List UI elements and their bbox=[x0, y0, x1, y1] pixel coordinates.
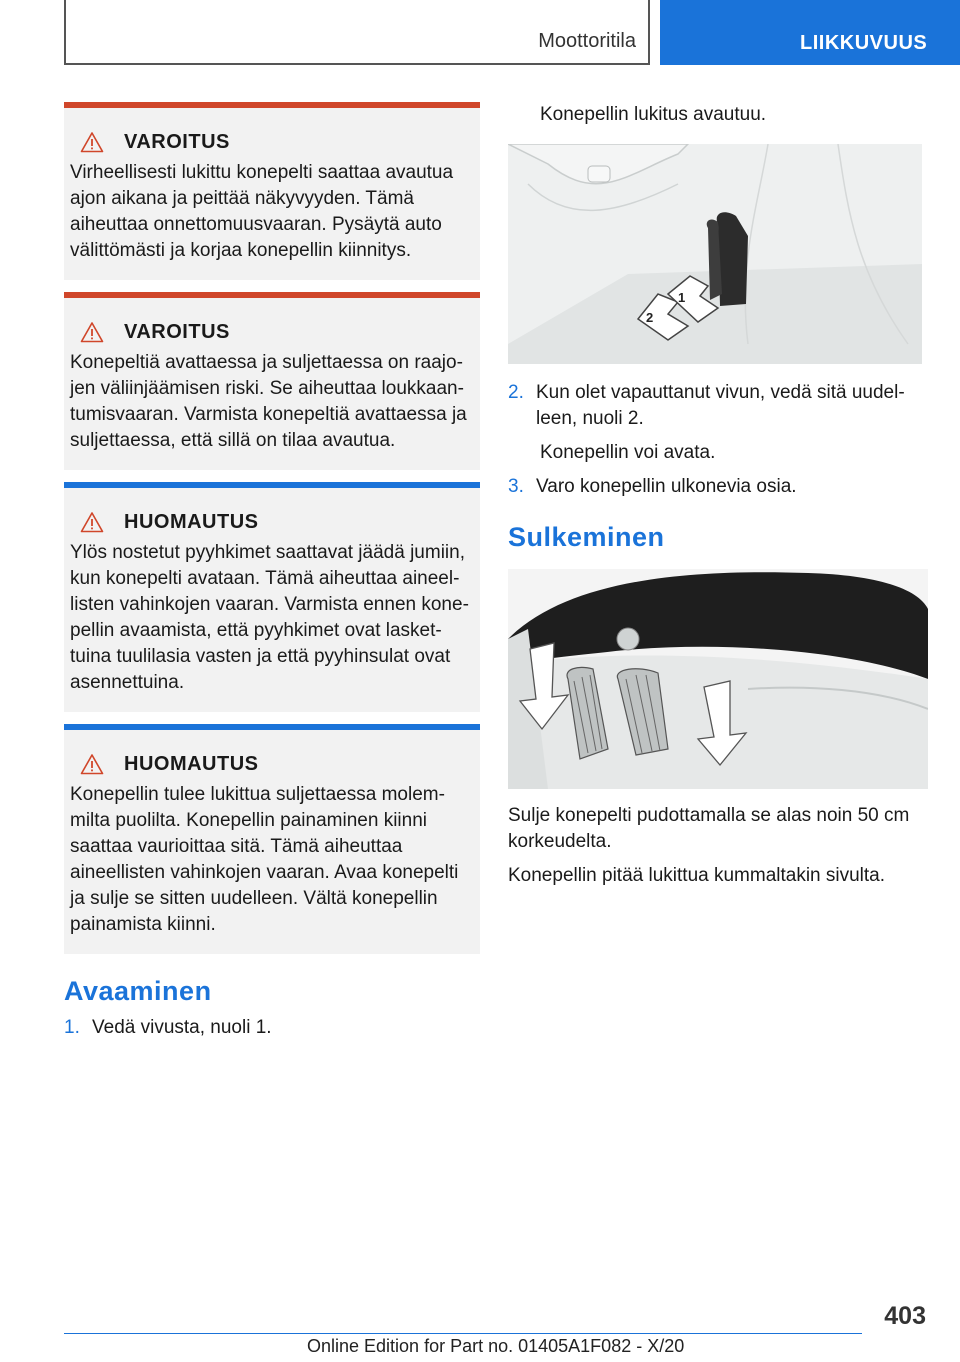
header-section-box bbox=[64, 0, 650, 65]
notice-box-2 bbox=[64, 724, 480, 954]
warning-box-1 bbox=[64, 102, 480, 280]
header-chapter-tab bbox=[660, 0, 960, 65]
warning-text: Konepeltiä avattaessa ja suljettaessa on raajojen väliinjäämisen riski. Se aiheuttaa loukkaantumisvaaran. Varmista konepeltiä avattaessa ja suljettaessa, että sillä on tilaa avautua. bbox=[70, 352, 467, 451]
step-number: 1. bbox=[64, 1017, 80, 1038]
step-1 bbox=[64, 1015, 480, 1041]
notice-title: HUOMAUTUS bbox=[124, 752, 259, 775]
warning-box-2 bbox=[64, 292, 480, 470]
hood-closing-illustration bbox=[508, 569, 928, 789]
footer-edition-text: Online Edition for Part no. 01405A1F082 - X/20 bbox=[307, 1336, 685, 1356]
warning-triangle-icon bbox=[80, 321, 104, 343]
right-column bbox=[508, 102, 928, 889]
closing-paragraph-2: Konepellin pitää lukittua kummaltakin sivulta. bbox=[508, 865, 886, 886]
step-1-result: Konepellin lukitus avautuu. bbox=[540, 104, 767, 125]
step-number: 2. bbox=[508, 382, 524, 403]
notice-box-1 bbox=[64, 482, 480, 712]
step-text: Varo konepellin ulkonevia osia. bbox=[536, 476, 797, 497]
hood-closing-figure bbox=[508, 569, 928, 789]
notice-text: Ylös nostetut pyyhkimet saattavat jäädä jumiin, kun konepelti avataan. Tämä aiheuttaa aineellisten vahinkojen vaaran. Varmista ennen konepellin avaamista, että pyyhkimet ovat laskettuina tuulilasia vasten ja että pyyhinsulat ovat asennettuina. bbox=[70, 542, 469, 693]
step-text: Vedä vivusta, nuoli 1. bbox=[92, 1017, 272, 1038]
section-heading-closing: Sulkeminen bbox=[508, 522, 665, 552]
header-chapter-title: LIIKKUVUUS bbox=[800, 32, 928, 54]
section-heading-opening: Avaaminen bbox=[64, 976, 212, 1006]
hood-release-lever-figure bbox=[508, 144, 922, 364]
svg-text:1: 1 bbox=[678, 290, 686, 305]
step-3 bbox=[508, 474, 928, 500]
closing-paragraph-1: Sulje konepelti pudottamalla se alas noin 50 cm korkeudelta. bbox=[508, 805, 910, 852]
warning-title: VAROITUS bbox=[124, 130, 230, 153]
warning-triangle-icon bbox=[80, 131, 104, 153]
footer-divider bbox=[64, 1333, 862, 1334]
step-2-result: Konepellin voi avata. bbox=[540, 442, 716, 463]
warning-title: VAROITUS bbox=[124, 320, 230, 343]
warning-text: Virheellisesti lukittu konepelti saattaa avautua ajon aikana ja peittää näkyvyyden. Tämä aiheuttaa onnettomuusvaaran. Pysäytä auto välittömästi ja korjaa konepellin kiinnitys. bbox=[70, 162, 454, 261]
step-number: 3. bbox=[508, 476, 524, 497]
svg-text:2: 2 bbox=[646, 310, 654, 325]
step-text: Kun olet vapauttanut vivun, vedä sitä uudelleen, nuoli 2. bbox=[536, 382, 905, 429]
notice-triangle-icon bbox=[80, 511, 104, 533]
step-2 bbox=[508, 380, 928, 432]
notice-title: HUOMAUTUS bbox=[124, 510, 259, 533]
left-column bbox=[64, 102, 480, 1041]
notice-triangle-icon bbox=[80, 753, 104, 775]
page-number: 403 bbox=[884, 1302, 926, 1330]
notice-text: Konepellin tulee lukittua suljettaessa molemmilta puolilta. Konepellin painaminen kiinni saattaa vaurioittaa sitä. Tämä aiheuttaa aineellisten vahinkojen vaaran. Avaa konepelti ja sulje se sitten uudelleen. Vältä konepellin painamista kiinni. bbox=[70, 784, 459, 935]
header-section-title: Moottoritila bbox=[538, 30, 636, 52]
hood-release-lever-illustration bbox=[508, 144, 922, 364]
